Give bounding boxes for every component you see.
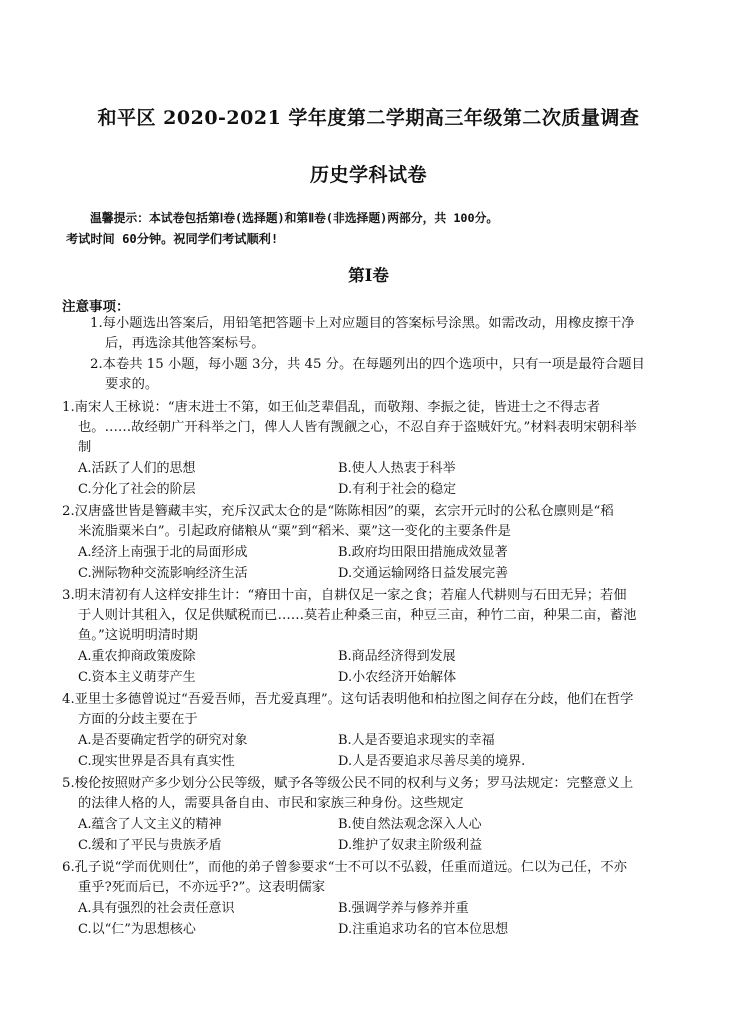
option-c: C.资本主义萌芽产生 [78, 670, 196, 685]
option-a: A.活跃了人们的思想 [78, 461, 196, 476]
notes-heading: 注意事项： [62, 299, 130, 315]
option-a: A.经济上南强于北的局面形成 [78, 545, 248, 560]
question-text: 6.孔子说“学而优则仕”，而他的弟子曾参要求“士不可以不弘毅，任重而道远。仁以为己任，不亦 [62, 860, 627, 875]
option-b: B.强调学养与修养并重 [338, 901, 469, 916]
option-d: D.交通运输网络日益发展完善 [338, 566, 509, 581]
exam-subtitle: 历史学科试卷 [309, 164, 427, 186]
option-b: B.使人人热衷于科举 [338, 461, 456, 476]
option-b: B.政府均田限田措施成效显著 [338, 545, 508, 560]
question-text: 方面的分歧主要在于 [78, 712, 198, 727]
option-c: C.缓和了平民与贵族矛盾 [78, 838, 222, 853]
section-title: 第Ⅰ卷 [348, 266, 389, 285]
exam-title: 和平区 2020-2021 学年度第二学期高三年级第二次质量调查 [97, 107, 640, 129]
note-item-2: 2.本卷共 15 小题，每小题 3分，共 45 分。在每题列出的四个选项中，只有一项是最符合题目 [90, 357, 645, 372]
option-b: B.商品经济得到发展 [338, 649, 456, 664]
option-a: A.是否要确定哲学的研究对象 [78, 733, 248, 748]
question-text: 制 [78, 440, 92, 455]
option-c: C.以“仁”为思想核心 [78, 922, 196, 937]
option-c: C.洲际物种交流影响经济生活 [78, 566, 248, 581]
question-text: 也。……故经朝广开科举之门，俾人人皆有觊觎之心，不忍自弃于盗贼奸宄。”材料表明宋朝科举 [78, 420, 637, 435]
question-text: 3.明末清初有人这样安排生计：“瘠田十亩，自耕仅足一家之食；若雇人代耕则与石田无异；若佃 [62, 588, 627, 603]
tips-line-1: 温馨提示：本试卷包括第Ⅰ卷(选择题)和第Ⅱ卷(非选择题)两部分，共 100分。 [90, 211, 499, 225]
option-d: D.维护了奴隶主阶级利益 [338, 838, 483, 853]
note-item-2-cont: 要求的。 [105, 377, 159, 392]
option-d: D.有利于社会的稳定 [338, 482, 457, 497]
option-a: A.具有强烈的社会责任意识 [78, 901, 235, 916]
question-text: 的法律人格的人，需要具备自由、市民和家族三种身份。这些规定 [78, 796, 464, 811]
question-text: 4.亚里士多德曾说过“吾爱吾师，吾尤爱真理”。这句话表明他和柏拉图之间存在分歧，他们在哲学 [62, 692, 634, 707]
note-item-1-cont: 后，再选涂其他答案标号。 [105, 336, 265, 351]
question-text: 重乎?死而后已，不亦远乎?”。这表明儒家 [78, 880, 326, 895]
option-b: B.人是否要追求现实的幸福 [338, 733, 495, 748]
question-text: 5.梭伦按照财产多少划分公民等级，赋予各等级公民不同的权利与义务；罗马法规定：完整意义上 [62, 776, 634, 791]
question-text: 于人则计其租入，仅足供赋税而已……莫若止种桑三亩，种豆三亩，种竹二亩，种果二亩，蓄池 [78, 608, 637, 623]
option-d: D.注重追求功名的官本位思想 [338, 922, 509, 937]
option-a: A.蕴含了人文主义的精神 [78, 817, 222, 832]
note-item-1: 1.每小题选出答案后，用铅笔把答题卡上对应题目的答案标号涂黑。如需改动，用橡皮擦干净 [90, 316, 635, 331]
question-text: 1.南宋人王栐说：“唐末进士不第，如王仙芝辈倡乱，而敬翔、李振之徒，皆进士之不得志者 [62, 400, 601, 415]
question-text: 米流脂粟米白”。引起政府储粮从“粟”到“稻米、粟”这一变化的主要条件是 [78, 524, 511, 539]
option-d: D.小农经济开始解体 [338, 670, 457, 685]
option-d: D.人是否要追求尽善尽美的境界. [338, 754, 526, 769]
option-a: A.重农抑商政策废除 [78, 649, 196, 664]
question-text: 2.汉唐盛世皆是簪藏丰实，充斥汉武太仓的是“陈陈相因”的粟，玄宗开元时的公私仓廪则是“稻 [62, 504, 614, 519]
option-c: C.现实世界是否具有真实性 [78, 754, 235, 769]
option-c: C.分化了社会的阶层 [78, 482, 196, 497]
question-text: 鱼。”这说明明清时期 [78, 628, 198, 643]
option-b: B.使自然法观念深入人心 [338, 817, 482, 832]
tips-line-2: 考试时间 60分钟。祝同学们考试顺利! [66, 232, 279, 246]
